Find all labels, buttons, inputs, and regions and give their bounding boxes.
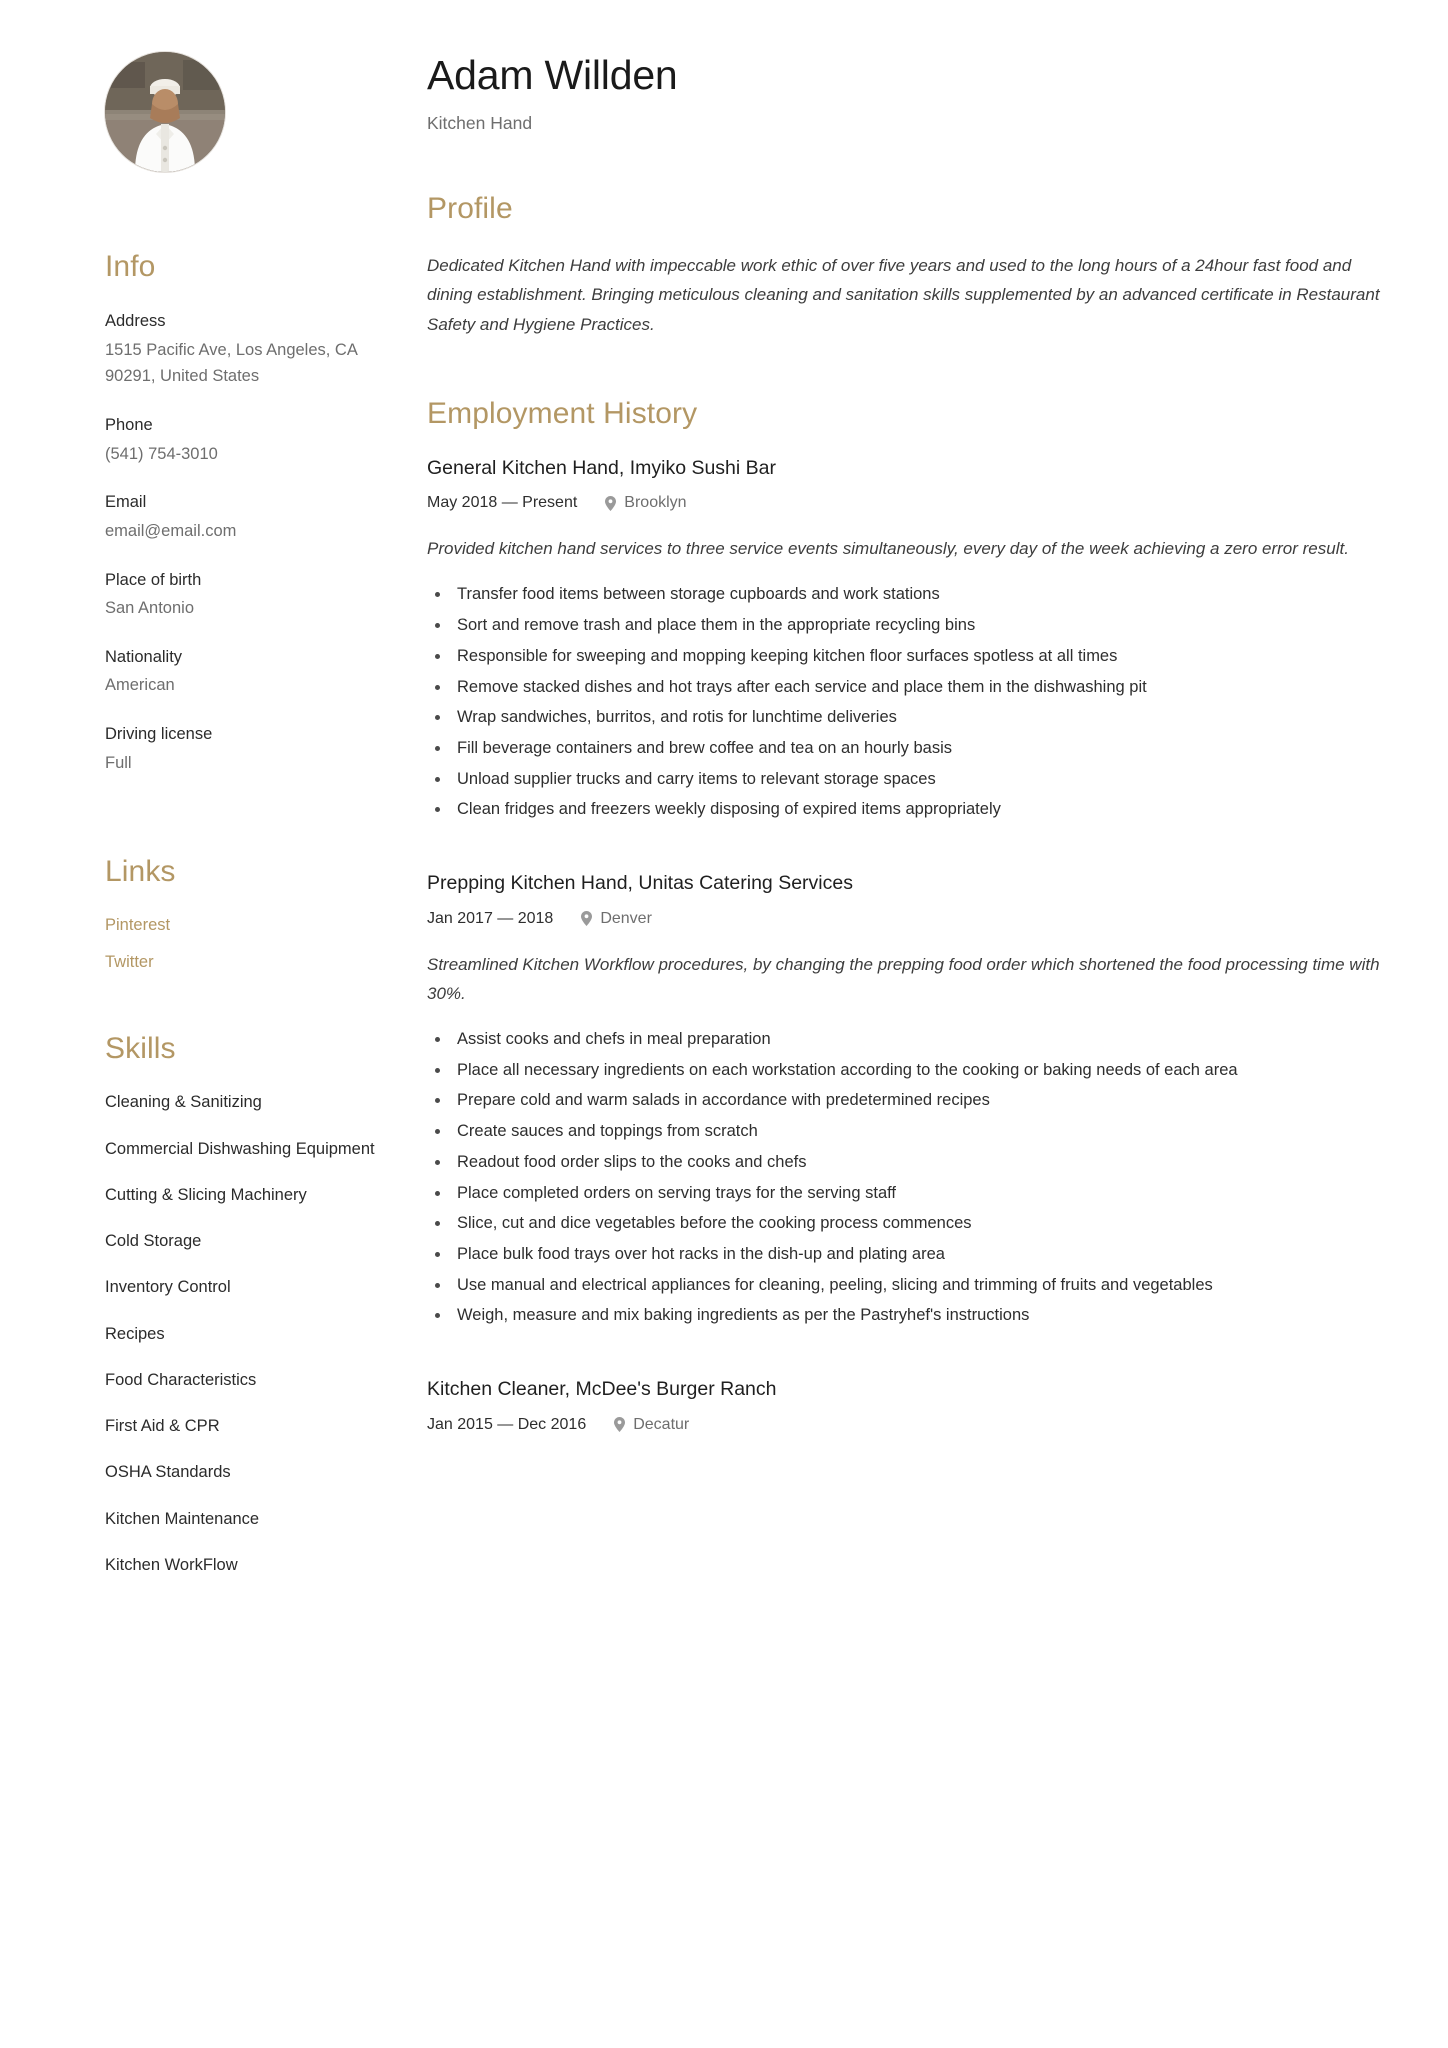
profile-section [427,192,1393,339]
job-bullet: Prepare cold and warm salads in accordance with predetermined recipes [427,1087,1393,1114]
map-pin-icon [581,911,592,926]
job-location-label: Brooklyn [624,494,687,512]
map-pin-icon [614,1417,625,1432]
avatar [105,52,225,172]
info-field-place-of-birth [105,568,381,622]
employment-entry [427,871,1393,1329]
employment-history-section [427,397,1393,1434]
skill-item: Cleaning & Sanitizing [105,1093,262,1112]
info-value: (541) 754-3010 [105,444,218,463]
skill-item: Cutting & Slicing Machinery [105,1185,307,1204]
job-location-label: Denver [600,909,652,927]
job-bullet: Place all necessary ingredients on each workstation according to the cooking or baking needs of each area [427,1057,1393,1084]
info-field-email [105,490,381,544]
page-title: Adam Willden [427,52,678,98]
skill-item: OSHA Standards [105,1463,231,1482]
link-item-pinterest[interactable]: Pinterest [105,916,171,935]
info-label: Phone [105,416,153,434]
profile-text: Dedicated Kitchen Hand with impeccable work ethic of over five years and used to the long hours of a 24hour fast food and dining establishment. Bringing meticulous cleaning and sanitation skills supplemented by an advanced certificate in Restaurant Safety and Hygiene Practices. [427,256,1380,334]
job-meta [427,1416,1393,1434]
info-label: Driving license [105,725,213,744]
job-bullet: Place completed orders on serving trays for the serving staff [427,1180,1393,1207]
skill-item: Recipes [105,1324,165,1343]
info-label: Address [105,312,166,330]
skill-item: Inventory Control [105,1278,231,1297]
info-value: American [105,676,175,695]
links-section [105,855,381,975]
job-bullet: Assist cooks and chefs in meal preparation [427,1026,1393,1053]
info-value: email@email.com [105,521,237,540]
employment-entry [427,1377,1393,1433]
info-label: Nationality [105,647,183,666]
job-bullet: Wrap sandwiches, burritos, and rotis for lunchtime deliveries [427,704,1393,731]
job-bullet: Sort and remove trash and place them in the appropriate recycling bins [427,612,1393,639]
job-bullet: Fill beverage containers and brew coffee and tea on an hourly basis [427,735,1393,762]
job-location-label: Decatur [633,1415,690,1433]
sidebar [105,52,405,1600]
job-bullet: Place bulk food trays over hot racks in the dish-up and plating area [427,1241,1393,1268]
job-bullets [427,1026,1393,1329]
skill-item: Commercial Dishwashing Equipment [105,1139,375,1158]
job-bullet: Use manual and electrical appliances for cleaning, peeling, slicing and trimming of fruits and vegetables [427,1272,1393,1299]
info-value: San Antonio [105,599,194,618]
job-meta [427,910,1393,928]
info-value: 1515 Pacific Ave, Los Angeles, CA 90291, United States [105,340,357,386]
job-summary: Provided kitchen hand services to three service events simultaneously, every day of the week achieving a zero error result. [427,539,1349,559]
job-dates: Jan 2017 — 2018 [427,909,554,927]
job-bullet: Remove stacked dishes and hot trays after each service and place them in the dishwashing pit [427,674,1393,701]
skill-item: First Aid & CPR [105,1417,220,1436]
job-bullet: Unload supplier trucks and carry items to relevant storage spaces [427,766,1393,793]
main-column [405,52,1393,1456]
info-section [105,250,381,776]
skills-section [105,1032,381,1576]
employment-history-heading: Employment History [427,396,698,430]
info-label: Email [105,493,147,512]
skill-item: Kitchen WorkFlow [105,1555,238,1574]
job-location [605,494,686,512]
link-item-twitter[interactable]: Twitter [105,953,154,972]
skill-item: Cold Storage [105,1232,202,1251]
info-field-nationality [105,645,381,699]
job-bullet: Transfer food items between storage cupboards and work stations [427,581,1393,608]
skill-item: Food Characteristics [105,1370,257,1389]
info-value: Full [105,753,132,772]
job-title: Prepping Kitchen Hand, Unitas Catering Services [427,872,853,895]
info-heading: Info [105,250,156,283]
skill-item: Kitchen Maintenance [105,1509,260,1528]
job-location [614,1416,689,1434]
links-list [105,914,381,975]
map-pin-icon [605,496,616,511]
job-dates: Jan 2015 — Dec 2016 [427,1415,587,1433]
info-field-driving-license [105,722,381,776]
links-heading: Links [105,855,176,889]
job-bullets [427,581,1393,823]
info-field-address [105,309,381,390]
job-bullet: Responsible for sweeping and mopping keeping kitchen floor surfaces spotless at all times [427,643,1393,670]
job-location [581,910,652,928]
job-dates: May 2018 — Present [427,494,578,512]
employment-entry [427,456,1393,823]
profile-heading: Profile [427,192,513,226]
skills-list [105,1091,381,1576]
job-meta [427,494,1393,512]
header-job-title: Kitchen Hand [427,113,533,134]
job-title: Kitchen Cleaner, McDee's Burger Ranch [427,1378,777,1401]
job-bullet: Weigh, measure and mix baking ingredients as per the Pastryhef's instructions [427,1302,1393,1329]
chef-portrait-icon [105,52,225,172]
job-title: General Kitchen Hand, Imyiko Sushi Bar [427,456,777,479]
skills-heading: Skills [105,1032,176,1066]
job-summary: Streamlined Kitchen Workflow procedures, by changing the prepping food order which shortened the food processing time with 30%. [427,954,1380,1003]
job-bullet: Create sauces and toppings from scratch [427,1118,1393,1145]
job-bullet: Readout food order slips to the cooks and chefs [427,1149,1393,1176]
info-label: Place of birth [105,570,202,589]
info-field-phone [105,413,381,467]
job-bullet: Slice, cut and dice vegetables before the cooking process commences [427,1210,1393,1237]
job-bullet: Clean fridges and freezers weekly disposing of expired items appropriately [427,796,1393,823]
